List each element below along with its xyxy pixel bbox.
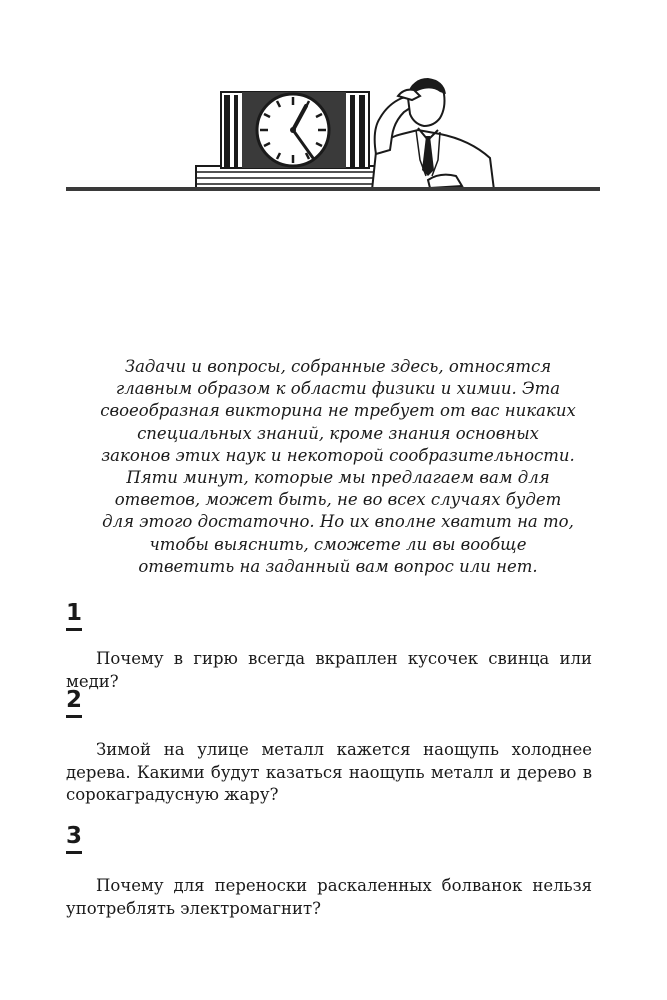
question-text: Почему в гирю всегда вкраплен кусочек свинца или меди?	[66, 649, 592, 691]
question-number: 1	[66, 600, 83, 626]
question-number-underline	[66, 851, 82, 854]
question-text: Почему для переноски раскаленных болванок нельзя употреблять электромагнит?	[66, 876, 592, 918]
intro-paragraph-2: Пяти минут, которые мы предлагаем вам для ответов, может быть, не во всех случаях будет для этого достаточно. Но их вполне хватит на то, чтобы выяснить, сможете ли вы вообще ответить на заданный вам вопрос или нет.	[102, 468, 574, 576]
question-number: 2	[66, 687, 83, 713]
intro-paragraph-1: Задачи и вопросы, собранные здесь, относятся главным образом к области физики и химии. Эта своеобразная викторина не требует от вас никаких специальных знаний, кроме знания основных законов этих наук и некоторой сообразительности.	[100, 357, 576, 465]
desk-rule	[66, 187, 600, 191]
intro-text	[100, 356, 576, 578]
clock-icon	[196, 92, 402, 190]
question-text: Зимой на улице металл кажется наощупь холоднее дерева. Какими будут казаться наощупь металл и дерево в сорокаградусную жару?	[66, 740, 592, 804]
question-number: 3	[66, 823, 83, 849]
question-number-underline	[66, 715, 82, 718]
header-illustration	[0, 0, 667, 200]
question-number-underline	[66, 628, 82, 631]
thinking-man-icon	[372, 78, 494, 190]
